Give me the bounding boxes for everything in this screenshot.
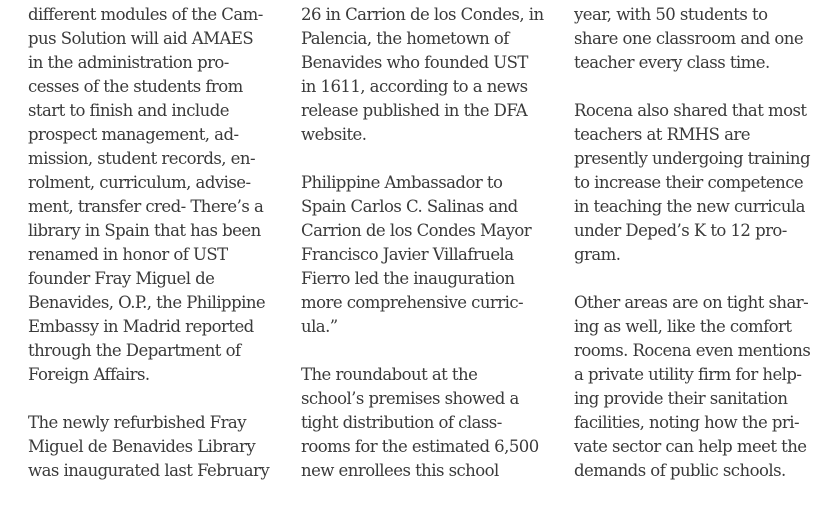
paragraph: [574, 99, 820, 267]
text-line: in the administration pro-: [28, 53, 229, 72]
text-line: mission, student records, en-: [28, 149, 255, 168]
text-line: new enrollees this school: [301, 461, 499, 480]
text-line: ing as well, like the comfort: [574, 317, 792, 336]
text-line: rolment, curriculum, advise-: [28, 173, 251, 192]
paragraph: [301, 3, 551, 147]
text-line: ula.”: [301, 317, 338, 336]
text-line: rooms for the estimated 6,500: [301, 437, 539, 456]
text-line: Carrion de los Condes Mayor: [301, 221, 532, 240]
text-line: ment, transfer cred- There’s a: [28, 197, 264, 216]
paragraph: [574, 3, 820, 75]
article-column-1: [28, 3, 278, 507]
text-line: Rocena also shared that most: [574, 101, 807, 120]
text-line: release published in the DFA: [301, 101, 528, 120]
text-line: through the Department of: [28, 341, 241, 360]
text-line: Miguel de Benavides Library: [28, 437, 256, 456]
text-line: library in Spain that has been: [28, 221, 261, 240]
text-line: Spain Carlos C. Salinas and: [301, 197, 518, 216]
text-line: Benavides who founded UST: [301, 53, 528, 72]
paragraph: [574, 291, 820, 483]
text-line: Embassy in Madrid reported: [28, 317, 254, 336]
text-line: share one classroom and one: [574, 29, 804, 48]
text-line: Philippine Ambassador to: [301, 173, 503, 192]
paragraph: [301, 363, 551, 483]
text-line: facilities, noting how the pri-: [574, 413, 799, 432]
text-line: different modules of the Cam-: [28, 5, 263, 24]
text-line: Francisco Javier Villafruela: [301, 245, 514, 264]
text-line: Foreign Affairs.: [28, 365, 150, 384]
paragraph: [28, 3, 278, 387]
text-line: demands of public schools.: [574, 461, 786, 480]
text-line: year, with 50 students to: [574, 5, 768, 24]
text-line: gram.: [574, 245, 621, 264]
text-line: under Deped’s K to 12 pro-: [574, 221, 787, 240]
text-line: was inaugurated last February: [28, 461, 270, 480]
paragraph: [28, 411, 278, 483]
text-line: in teaching the new curricula: [574, 197, 805, 216]
text-line: a private utility firm for help-: [574, 365, 802, 384]
text-line: vate sector can help meet the: [574, 437, 807, 456]
text-line: Fierro led the inauguration: [301, 269, 515, 288]
article-column-3: [574, 3, 820, 507]
text-line: in 1611, according to a news: [301, 77, 528, 96]
text-line: presently undergoing training: [574, 149, 810, 168]
text-line: rooms. Rocena even mentions: [574, 341, 811, 360]
text-line: teachers at RMHS are: [574, 125, 750, 144]
text-line: start to finish and include: [28, 101, 229, 120]
text-line: 26 in Carrion de los Condes, in: [301, 5, 544, 24]
text-line: renamed in honor of UST: [28, 245, 228, 264]
text-line: Other areas are on tight shar-: [574, 293, 809, 312]
text-line: ing provide their sanitation: [574, 389, 788, 408]
article-column-2: [301, 3, 551, 507]
text-line: pus Solution will aid AMAES: [28, 29, 254, 48]
text-line: Palencia, the hometown of: [301, 29, 509, 48]
text-line: school’s premises showed a: [301, 389, 519, 408]
text-line: founder Fray Miguel de: [28, 269, 215, 288]
text-line: Benavides, O.P., the Philippine: [28, 293, 266, 312]
text-line: to increase their competence: [574, 173, 804, 192]
text-line: tight distribution of class-: [301, 413, 502, 432]
text-line: teacher every class time.: [574, 53, 770, 72]
text-line: website.: [301, 125, 367, 144]
paragraph: [301, 171, 551, 339]
text-line: cesses of the students from: [28, 77, 243, 96]
text-line: more comprehensive curric-: [301, 293, 524, 312]
text-line: prospect management, ad-: [28, 125, 239, 144]
text-line: The roundabout at the: [301, 365, 478, 384]
text-line: The newly refurbished Fray: [28, 413, 246, 432]
